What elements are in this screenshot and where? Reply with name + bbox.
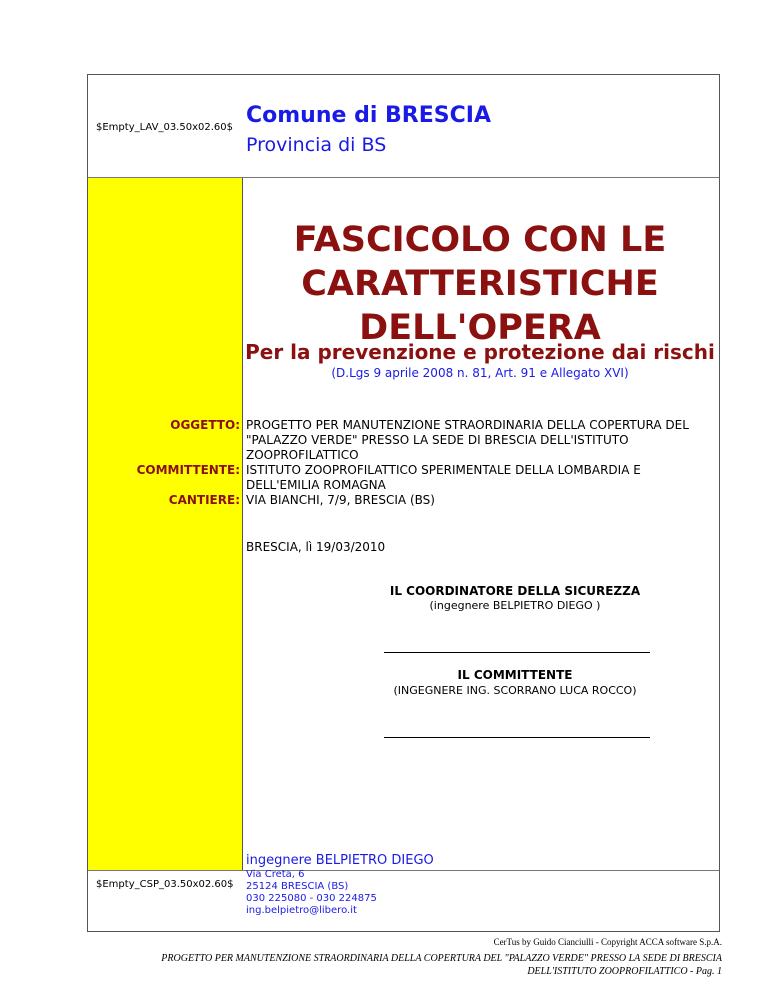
committente-label: COMMITTENTE: xyxy=(136,463,240,477)
oggetto-line-2: "PALAZZO VERDE" PRESSO LA SEDE DI BRESCIA DELL'ISTITUTO xyxy=(246,433,629,447)
provincia-heading: Provincia di BS xyxy=(246,134,387,156)
committente-line-2: DELL'EMILIA ROMAGNA xyxy=(246,478,386,492)
cantiere-value: VIA BIANCHI, 7/9, BRESCIA (BS) xyxy=(246,493,435,507)
oggetto-line-3: ZOOPROFILATTICO xyxy=(246,448,359,462)
csp-name: ingegnere BELPIETRO DIEGO xyxy=(246,853,434,868)
title-line-1: FASCICOLO CON LE xyxy=(293,220,667,260)
coordinator-signature-line xyxy=(384,652,650,653)
footer-line-2: DELL'ISTITUTO ZOOPROFILATTICO - Pag. 1 xyxy=(527,966,722,977)
client-title: IL COMMITTENTE xyxy=(457,668,573,682)
coordinator-title: IL COORDINATORE DELLA SICUREZZA xyxy=(389,584,641,598)
page-footer xyxy=(82,952,722,978)
committente-value xyxy=(246,463,714,493)
csp-city: 25124 BRESCIA (BS) xyxy=(246,881,349,892)
footer-divider xyxy=(88,870,719,871)
place-date: BRESCIA, lì 19/03/2010 xyxy=(246,540,386,554)
oggetto-value xyxy=(246,418,714,463)
cantiere-label: CANTIERE: xyxy=(168,493,240,507)
csp-email: ing.belpietro@libero.it xyxy=(246,905,357,916)
csp-address: Via Creta, 6 xyxy=(246,869,305,880)
oggetto-label: OGGETTO: xyxy=(170,418,240,432)
law-reference: (D.Lgs 9 aprile 2008 n. 81, Art. 91 e Allegato XVI) xyxy=(331,366,629,380)
title-line-2: CARATTERISTICHE xyxy=(301,264,659,304)
software-credits: CerTus by Guido Cianciulli - Copyright ACCA software S.p.A. xyxy=(493,937,722,947)
template-code-csp: $Empty_CSP_03.50x02.60$ xyxy=(96,879,234,890)
template-code-lav: $Empty_LAV_03.50x02.60$ xyxy=(96,122,233,133)
document-subtitle: Per la prevenzione e protezione dai rischi xyxy=(245,340,715,364)
comune-heading: Comune di BRESCIA xyxy=(246,103,491,128)
title-line-3: DELL'OPERA xyxy=(359,308,601,348)
header-divider xyxy=(88,177,719,178)
coordinator-name: (ingegnere BELPIETRO DIEGO ) xyxy=(429,599,601,612)
footer-line-1: PROGETTO PER MANUTENZIONE STRAORDINARIA DELLA COPERTURA DEL "PALAZZO VERDE" PRESSO LA SEDE DI BRESCIA xyxy=(161,953,722,964)
client-signature-line xyxy=(384,737,650,738)
client-name: (INGEGNERE ING. SCORRANO LUCA ROCCO) xyxy=(393,684,637,697)
oggetto-line-1: PROGETTO PER MANUTENZIONE STRAORDINARIA DELLA COPERTURA DEL xyxy=(246,418,689,432)
document-title xyxy=(242,218,718,350)
csp-phone: 030 225080 - 030 224875 xyxy=(246,893,377,904)
committente-line-1: ISTITUTO ZOOPROFILATTICO SPERIMENTALE DELLA LOMBARDIA E xyxy=(246,463,641,477)
